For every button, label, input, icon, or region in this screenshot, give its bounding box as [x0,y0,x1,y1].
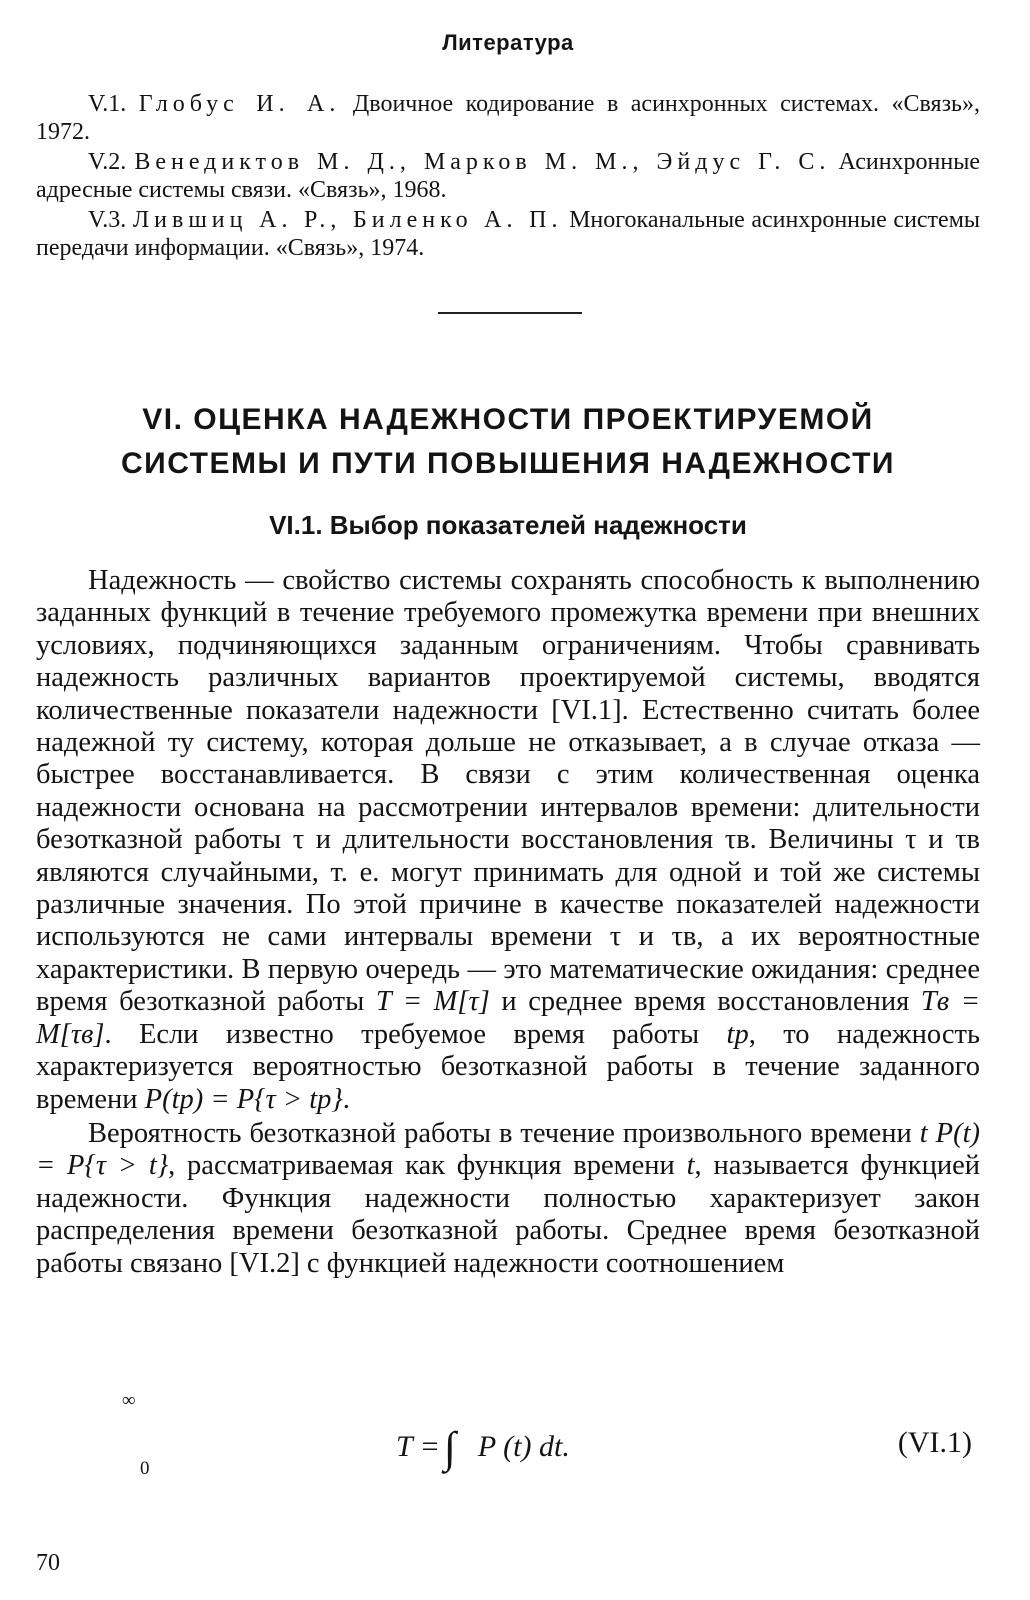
inline-formula: Tв = M[τв] [36,986,980,1050]
paragraph-text: Вероятность безотказной работы в течение произвольного времени [88,1117,920,1149]
paragraph [36,565,980,1116]
references-list [36,90,980,264]
paragraph-text: . [342,1083,350,1115]
reference-text: Многоканальные асинхронные системы передачи информации. «Связь», 1974. [36,207,981,261]
inline-formula: t [686,1150,695,1182]
reference-number: V.3. [88,207,127,233]
reference-authors: Глобус И. А. [138,91,341,117]
reference-item [36,148,980,204]
display-formula [36,1390,980,1510]
inline-formula: T = M[τ] [375,986,490,1018]
chapter-title-line: СИСТЕМЫ И ПУТИ ПОВЫШЕНИЯ НАДЕЖНОСТИ [121,447,895,480]
formula-lhs: T = [396,1430,440,1463]
paragraph-text: , называется функцией надежности. Функция надежности полностью характеризует закон распределения времени безотказной работы. Среднее время безотказной работы связано [VI.2] с функцией надежности соотношением [36,1150,980,1279]
formula-expression [396,1422,570,1473]
reference-authors: Венедиктов М. Д., Марков М. М., Эйдус Г. С. [134,149,831,175]
reference-authors: Лившиц А. Р., Биленко А. П. [132,207,563,233]
chapter-title [36,398,980,486]
inline-formula: tр [726,1018,749,1050]
reference-text: Асинхронные адресные системы связи. «Связь», 1968. [36,149,981,203]
book-page [36,0,980,1600]
body-text [36,565,980,1280]
page-number: 70 [36,1550,60,1576]
integral-upper-limit: ∞ [122,1390,136,1411]
reference-text: Двоичное кодирование в асинхронных системах. «Связь», 1972. [36,91,981,145]
paragraph-text: Надежность — свойство системы сохранять способность к выполнению заданных функций в течение требуемого промежутка времени при внешних условиях, подчиняющихся заданным ограничениям. Чтобы сравнивать надежность различных вариантов проектируемой системы, вводятся количественные показатели надежности [VI.1]. Естественно считать более надежной ту систему, которая дольше не отказывает, а в случае отказа — быстрее восстанавливается. В связи с этим количественная оценка надежности основана на рассмотрении интервалов времени: длительности безотказной работы τ и длительности восстановления τв. Величины τ и τв являются случайными, т. е. могут принимать для одной и той же системы различные значения. По этой причине в качестве показателей надежности используются не сами интервалы времени τ и τв, а их вероятностные характеристики. В первую очередь — это математические ожидания: среднее время безотказной работы [36,565,980,1018]
reference-number: V.2. [88,149,127,175]
inline-formula: t P(t) = P{τ > t} [36,1117,980,1182]
paragraph-text: , то надежность характеризуется вероятностью безотказной работы в течение заданного времени [36,1018,980,1115]
inline-formula: P(tр) = P{τ > tр} [144,1083,343,1115]
paragraph-text: , рассматриваемая как функция времени [168,1150,687,1182]
formula-integrand: P (t) dt. [477,1430,570,1463]
reference-item [36,90,980,146]
references-heading: Литература [442,30,574,55]
section-divider [438,312,582,314]
equation-number: (VI.1) [897,1426,972,1459]
section-title: VI.1. Выбор показателей надежности [269,510,747,540]
integral-sign: ∫ [443,1423,456,1472]
paragraph [36,1118,980,1280]
paragraph-text: и среднее время восстановления [489,986,921,1018]
reference-item [36,206,980,262]
chapter-title-line: VI. ОЦЕНКА НАДЕЖНОСТИ ПРОЕКТИРУЕМОЙ [142,403,874,436]
paragraph-text: . Если известно требуемое время работы [104,1018,727,1050]
reference-number: V.1. [88,91,127,117]
integral-lower-limit: 0 [140,1458,150,1479]
